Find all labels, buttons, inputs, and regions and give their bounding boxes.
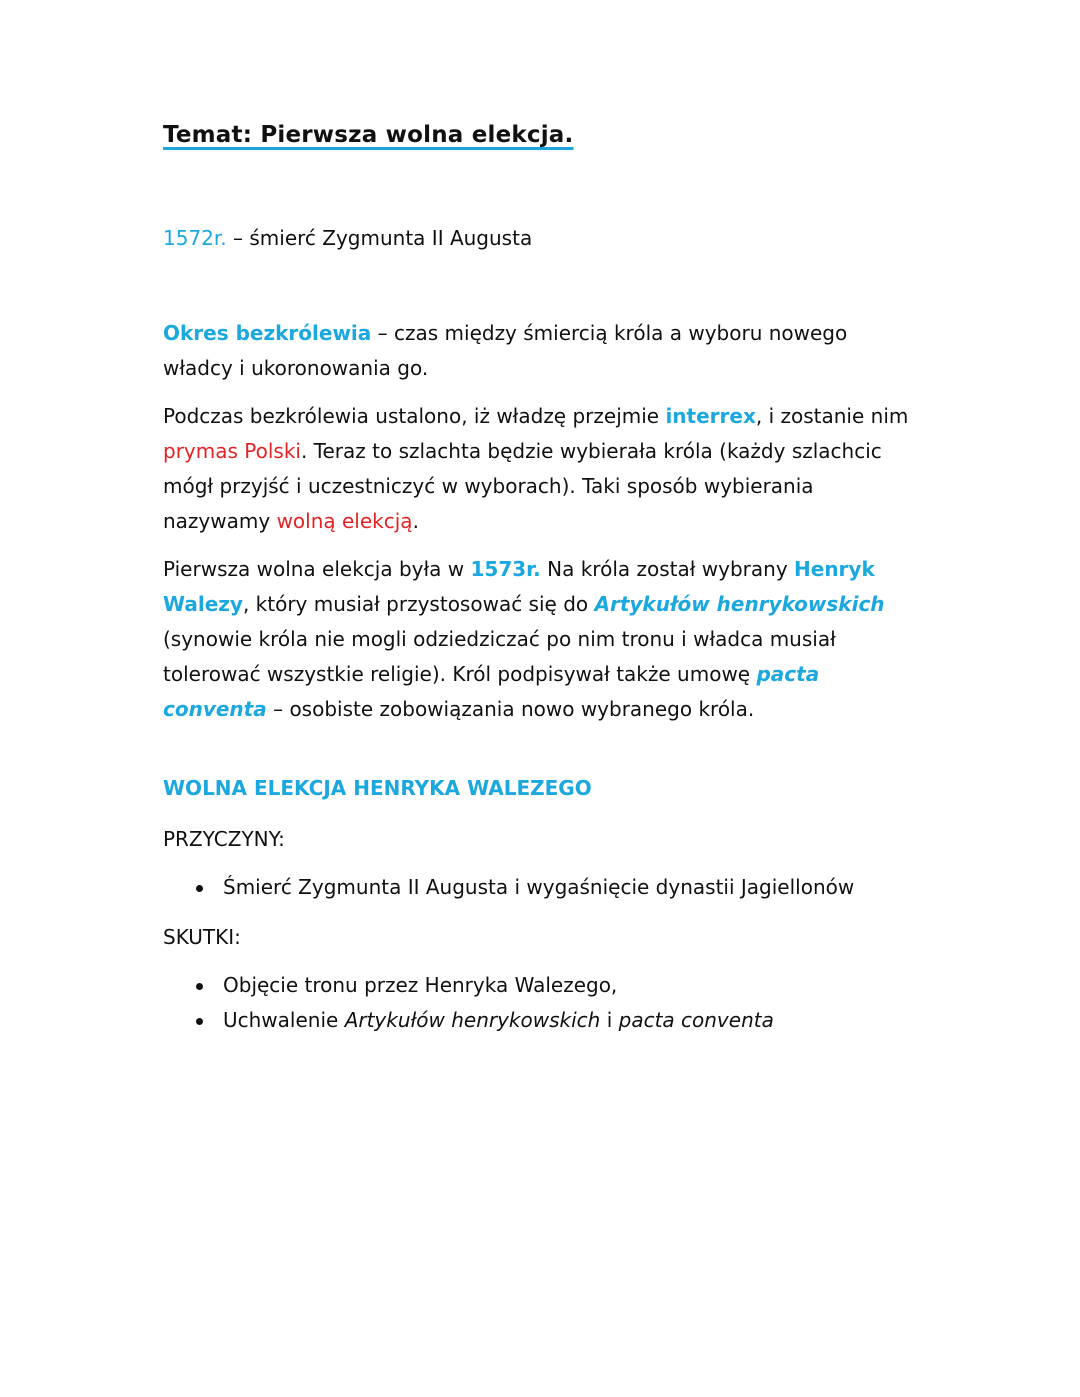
wolna-elekcja-term: wolną elekcją [276, 509, 413, 533]
year-1572: 1572r. [163, 226, 227, 250]
interrex-text-1: Podczas bezkrólewia ustalono, iż władzę przejmie [163, 404, 666, 428]
skutki-label: SKUTKI: [163, 925, 241, 949]
skutki-item-1-text: Objęcie tronu przez Henryka Walezego, [223, 973, 618, 997]
artykuly-henrykowskie-italic: Artykułów henrykowskich [344, 1008, 601, 1032]
elekcja-text-1: Pierwsza wolna elekcja była w [163, 557, 471, 581]
elekcja-text-3: , który musiał przystosować się do [242, 592, 595, 616]
bezkrolewie-paragraph [163, 316, 923, 386]
interrex-text-3: . Teraz to szlachta będzie wybierała króla (każdy szlachcic mógł przyjść i uczestniczyć w wyborach). Taki sposób wybierania nazywamy [163, 439, 882, 533]
year-1572-line [163, 221, 923, 256]
bullet-icon [196, 885, 203, 892]
przyczyny-item-text: Śmierć Zygmunta II Augusta i wygaśnięcie dynastii Jagiellonów [223, 875, 855, 899]
year-1572-text: – śmierć Zygmunta II Augusta [226, 226, 533, 250]
skutki-list [193, 968, 774, 1038]
elekcja-1573-paragraph [163, 552, 923, 727]
elekcja-text-4: (synowie króla nie mogli odziedziczać po nim tronu i władca musiał tolerować wszystkie religie). Król podpisywał także umowę [163, 627, 836, 686]
skutki-item-2-text: Uchwalenie [223, 1008, 345, 1032]
skutki-item-2-conjunction: i [600, 1008, 619, 1032]
przyczyny-list [193, 870, 854, 905]
interrex-text-2: , i zostanie nim [755, 404, 909, 428]
pacta-conventa-term: pacta conventa [163, 662, 820, 721]
bullet-icon [196, 1018, 203, 1025]
page-title: Temat: Pierwsza wolna elekcja. [163, 122, 574, 148]
bezkrolewie-term: Okres bezkrólewia [163, 321, 372, 345]
interrex-term: interrex [665, 404, 756, 428]
bezkrolewie-definition: – czas między śmiercią króla a wyboru nowego władcy i ukoronowania go. [163, 321, 848, 380]
artykuly-henrykowskie-term: Artykułów henrykowskich [594, 592, 885, 616]
section-heading: WOLNA ELEKCJA HENRYKA WALEZEGO [163, 776, 592, 800]
list-item [193, 1003, 774, 1038]
interrex-paragraph [163, 399, 923, 539]
bullet-icon [196, 983, 203, 990]
henryk-walezy-term: Henryk Walezy [163, 557, 875, 616]
pacta-conventa-italic: pacta conventa [618, 1008, 774, 1032]
prymas-term: prymas Polski [163, 439, 301, 463]
elekcja-text-5: – osobiste zobowiązania nowo wybranego króla. [266, 697, 755, 721]
year-1573: 1573r. [470, 557, 541, 581]
elekcja-text-2: Na króla został wybrany [540, 557, 795, 581]
przyczyny-label: PRZYCZYNY: [163, 827, 285, 851]
interrex-text-4: . [412, 509, 419, 533]
list-item [193, 870, 854, 905]
list-item [193, 968, 774, 1003]
